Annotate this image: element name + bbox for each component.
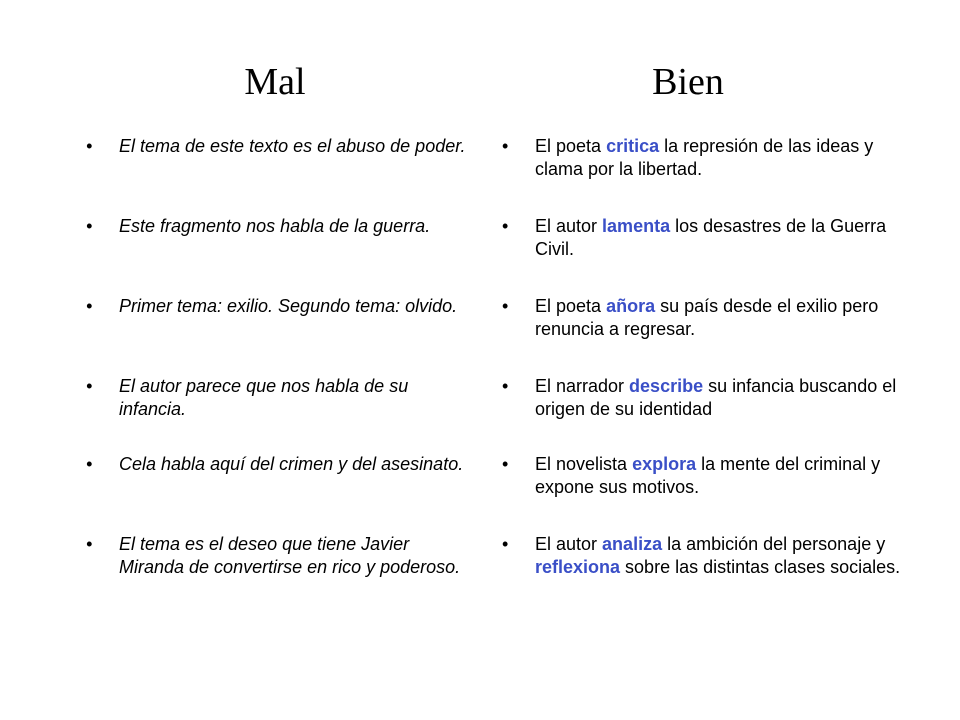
bullet-icon: • — [86, 454, 93, 474]
list-item-text: El poeta añora su país desde el exilio pero renuncia a regresar. — [535, 296, 879, 339]
highlighted-verb: lamenta — [602, 216, 671, 236]
list-item — [86, 135, 479, 158]
bullet-icon: • — [502, 216, 509, 236]
bullet-icon: • — [86, 216, 93, 236]
list-item — [86, 295, 479, 318]
list-item-text: El tema es el deseo que tiene Javier Miranda de convertirse en rico y poderoso. — [119, 534, 461, 577]
list-item-text: El novelista explora la mente del criminal y expone sus motivos. — [535, 454, 881, 497]
list-item-text: El tema de este texto es el abuso de poder. — [119, 136, 466, 156]
highlighted-verb: critica — [606, 136, 660, 156]
list-item — [502, 375, 905, 421]
bullet-icon: • — [502, 296, 509, 316]
bullet-icon: • — [86, 376, 93, 396]
list-item-text: El autor parece que nos habla de su infancia. — [119, 376, 409, 419]
list-item — [86, 453, 479, 476]
highlighted-verb: describe — [629, 376, 704, 396]
highlighted-verb: explora — [632, 454, 697, 474]
highlighted-verb: añora — [606, 296, 656, 316]
list-item-text: El autor lamenta los desastres de la Guerra Civil. — [535, 216, 887, 259]
highlighted-verb: reflexiona — [535, 557, 621, 577]
list-item-text: El autor analiza la ambición del personaje y reflexiona sobre las distintas clases sociales. — [535, 534, 901, 577]
column-title-bien: Bien — [652, 61, 724, 103]
column-title-mal: Mal — [244, 61, 306, 103]
list-item-text: Este fragmento nos habla de la guerra. — [119, 216, 431, 236]
list-item — [86, 533, 479, 579]
bullet-icon: • — [502, 534, 509, 554]
bullet-icon: • — [86, 296, 93, 316]
list-item-text: Cela habla aquí del crimen y del asesinato. — [119, 454, 464, 474]
bullet-icon: • — [502, 454, 509, 474]
highlighted-verb: analiza — [602, 534, 663, 554]
list-item — [502, 295, 905, 341]
list-item — [86, 375, 479, 421]
bullet-icon: • — [86, 136, 93, 156]
list-item — [86, 215, 479, 238]
list-item — [502, 453, 905, 499]
list-item — [502, 215, 905, 261]
list-item-text: El narrador describe su infancia buscando el origen de su identidad — [535, 376, 897, 419]
list-item — [502, 135, 905, 181]
list-item-text: Primer tema: exilio. Segundo tema: olvido. — [119, 296, 458, 316]
bullet-icon: • — [86, 534, 93, 554]
list-item-text: El poeta critica la represión de las ideas y clama por la libertad. — [535, 136, 874, 179]
list-item — [502, 533, 905, 579]
bullet-icon: • — [502, 376, 509, 396]
bullet-icon: • — [502, 136, 509, 156]
